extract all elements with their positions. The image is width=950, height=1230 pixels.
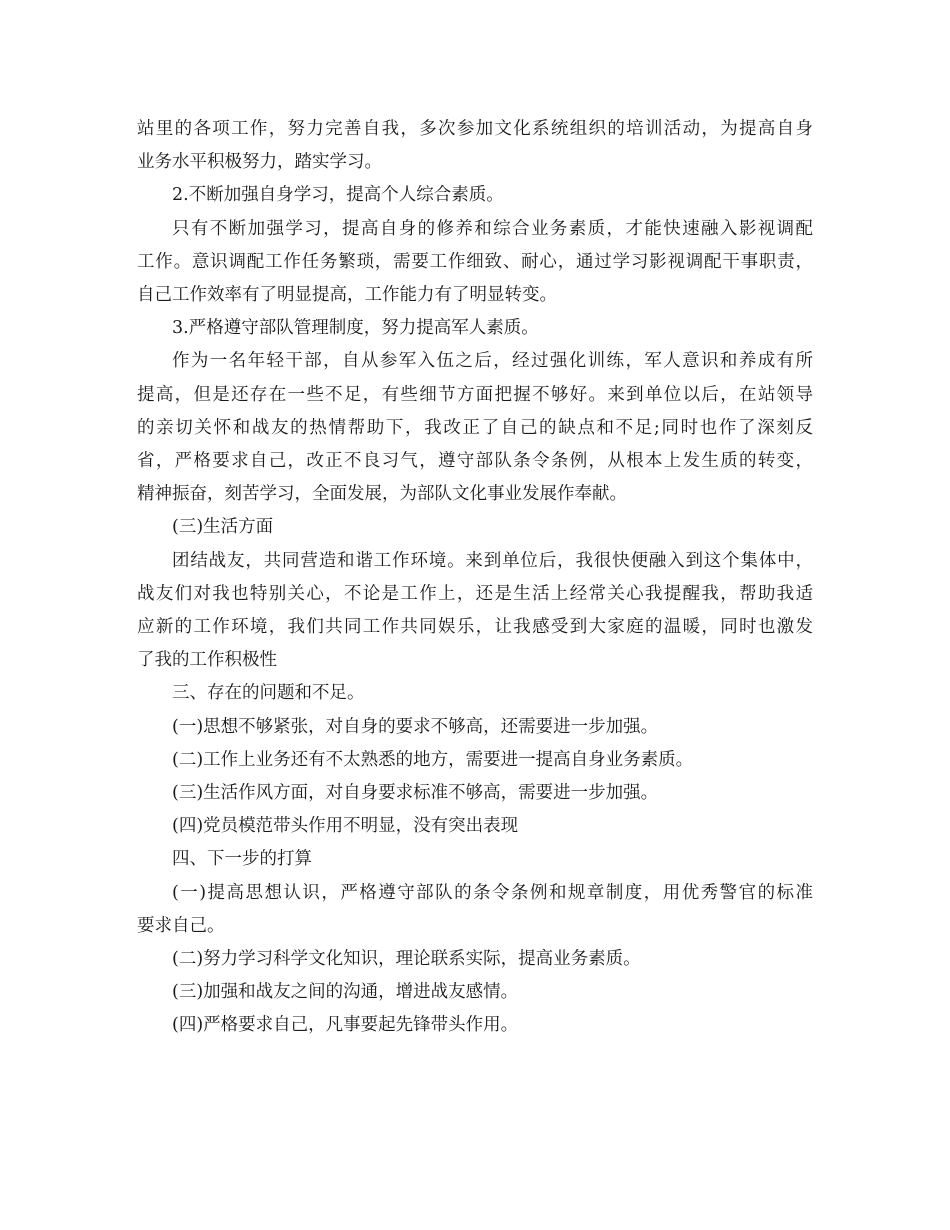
paragraph: [137, 810, 813, 843]
paragraph: [137, 1009, 813, 1042]
paragraph: [137, 943, 813, 976]
text-line: 省，严格要求自己，改正不良习气，遵守部队条令条例，从根本上发生质的转变，: [137, 451, 813, 472]
text-line: 2.不断加强自身学习，提高个人综合素质。: [172, 185, 504, 206]
text-line: 的亲切关怀和战友的热情帮助下，我改正了自己的缺点和不足;同时也作了深刻反: [137, 417, 813, 438]
text-line: 战友们对我也特别关心，不论是工作上，还是生活上经常关心我提醒我，帮助我适: [137, 583, 813, 604]
text-line: 站里的各项工作，努力完善自我，多次参加文化系统组织的培训活动，为提高自身: [137, 119, 813, 139]
text-line: (二)努力学习科学文化知识，理论联系实际，提高业务素质。: [172, 949, 641, 970]
text-line: (一)思想不够紧张，对自身的要求不够高，还需要进一步加强。: [172, 716, 659, 737]
paragraph: [137, 711, 813, 744]
text-line: 业务水平积极努力，踏实学习。: [137, 152, 382, 173]
document-body: [137, 113, 813, 1043]
text-line: 三、存在的问题和不足。: [172, 683, 365, 704]
paragraph: [137, 113, 813, 179]
text-line: 应新的工作环境，我们共同工作共同娱乐，让我感受到大家庭的温暖，同时也激发: [137, 617, 813, 638]
text-line: (三)加强和战友之间的沟通，增进战友感情。: [172, 982, 519, 1003]
text-line: 提高，但是还存在一些不足，有些细节方面把握不够好。来到单位以后，在站领导: [137, 384, 813, 405]
text-line: 了我的工作积极性: [137, 650, 277, 671]
text-line: 作为一名年轻干部，自从参军入伍之后，经过强化训练，军人意识和养成有所: [172, 351, 813, 372]
paragraph: [137, 777, 813, 810]
text-line: (三)生活方面: [172, 517, 274, 538]
paragraph: [137, 677, 813, 710]
paragraph: [137, 345, 813, 511]
paragraph: [137, 744, 813, 777]
paragraph: [137, 877, 813, 943]
text-line: 只有不断加强学习，提高自身的修养和综合业务素质，才能快速融入影视调配: [172, 218, 813, 239]
paragraph: [137, 843, 813, 876]
paragraph: [137, 976, 813, 1009]
paragraph: [137, 213, 813, 313]
text-line: 团结战友，共同营造和谐工作环境。来到单位后，我很快便融入到这个集体中，: [172, 550, 813, 571]
text-line: 工作。意识调配工作任务繁琐，需要工作细致、耐心，通过学习影视调配干事职责，: [137, 251, 813, 272]
paragraph: [137, 511, 813, 544]
paragraph: [137, 179, 813, 212]
text-line: 四、下一步的打算: [172, 849, 312, 870]
text-line: (二)工作上业务还有不太熟悉的地方，需要进一提高自身业务素质。: [172, 749, 694, 770]
text-line: 3.严格遵守部队管理制度，努力提高军人素质。: [172, 318, 539, 339]
text-line: 精神振奋，刻苦学习，全面发展，为部队文化事业发展作奉献。: [137, 484, 627, 505]
text-line: (三)生活作风方面，对自身要求标准不够高，需要进一步加强。: [172, 783, 659, 804]
text-line: (一)提高思想认识，严格遵守部队的条令条例和规章制度，用优秀警官的标准: [172, 882, 813, 903]
paragraph: [137, 545, 813, 678]
paragraph: [137, 312, 813, 345]
text-line: 自己工作效率有了明显提高，工作能力有了明显转变。: [137, 285, 557, 306]
text-line: (四)党员模范带头作用不明显，没有突出表现: [172, 816, 519, 837]
text-line: (四)严格要求自己，凡事要起先锋带头作用。: [172, 1015, 519, 1036]
text-line: 要求自己。: [137, 915, 225, 936]
